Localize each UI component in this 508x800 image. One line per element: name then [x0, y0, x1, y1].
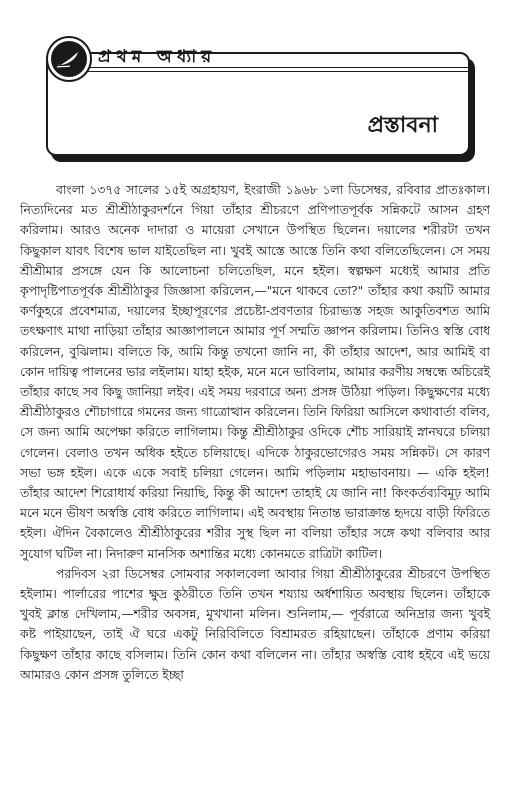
chapter-label: প্রথম অধ্যায় — [98, 47, 217, 67]
body-text — [20, 180, 490, 685]
section-title: প্রস্তাবনা — [367, 113, 438, 138]
paragraph-1: বাংলা ১৩৭৫ সালের ১৫ই অগ্রহায়ণ, ইংরাজী ১৯৬৮ ১লা ডিসেম্বর, রবিবার প্রাতঃকাল। নিত্যদিনের মত শ্রীশ্রীঠাকুরদর্শনে গিয়া তাঁহার শ্রীচরণে প্রণিপাতপূর্বক সন্নিকটে আসন গ্রহণ করিলাম। আরও অনেক দাদারা ও মায়েরা সেখানে উপস্থিত ছিলেন। দয়ালের শরীরটা তখন কিছুকাল যাবৎ বিশেষ ভাল যাইতেছিল না। খুবই আস্তে আস্তে তিনি কথা বলিতেছিলেন। সে সময় শ্রীশ্রীমার প্রসঙ্গে যেন কি আলোচনা চলিতেছিল, মনে হইল। স্বল্পক্ষণ মধ্যেই আমার প্রতি কৃপাদৃষ্টিপাতপূর্বক শ্রীশ্রীঠাকুর জিজ্ঞাসা করিলেন,—"মনে থাকবে তো?" তাঁহার কথা কয়টি আমার কর্ণকুহরে প্রবেশমাত্র, দয়ালের ইচ্ছাপূরণের প্রচেষ্টা-প্রবণতার চিরাভ্যস্ত সহজ আকুতিবশত আমি তৎক্ষণাৎ মাথা নাড়িয়া তাঁহার আজ্ঞাপালনে আমার পূর্ণ সম্মতি জ্ঞাপন করিলাম। তিনিও স্বস্তি বোধ করিলেন, বুঝিলাম। বলিতে কি, আমি কিন্তু তখনো জানি না, কী তাঁহার আদেশ, আর আমিই বা কোন দায়িত্ব পালনের ভার লইলাম। যাহা হইক, মনে মনে ভাবিলাম, আমার করণীয় সম্বন্ধে অচিরেই তাঁহার কাছে সব কিছু জানিয়া লইব। এই সময় দরবারে অন্য প্রসঙ্গ উঠিয়া পড়িল। কিছুক্ষণের মধ্যে শ্রীশ্রীঠাকুরও শৌচাগারে গমনের জন্য গাত্রোত্থান করিলেন। তিনি ফিরিয়া আসিলে কথাবার্তা বলিব, সে জন্য আমি অপেক্ষা করিতে লাগিলাম। কিন্তু শ্রীশ্রীঠাকুর ওদিকে শৌচ সারিয়াই স্নানঘরে চলিয়া গেলেন। বেলাও তখন অধিক হইতে চলিয়াছে। এদিকে ঠাকুরভোগেরও সময় সন্নিকট। সে কারণ সভা ভঙ্গ হইল। একে একে সবাই চলিয়া গেলেন। আমি পড়িলাম মহাভাবনায়। — একি হইল! তাঁহার আদেশ শিরোধার্য করিয়া নিয়াছি, কিন্তু কী আদেশ তাহাই যে জানি না! কিংকর্তব্যবিমূঢ় আমি মনে মনে ভীষণ অস্বস্তি বোধ করিতে লাগিলাম। এই অবস্থায় নিতান্ত ভারাক্রান্ত হৃদয়ে বাড়ী ফিরিতে হইল। ঐদিন বৈকালেও শ্রীশ্রীঠাকুরের শরীর সুস্থ ছিল না বলিয়া তাঁহার সঙ্গে কথা বলিবার আর সুযোগ ঘটিল না। নিদারুণ মানসিক অশান্তির মধ্যে কোনমতে রাত্রিটা কাটিল। — [20, 183, 490, 561]
feather-pen-icon — [48, 38, 90, 80]
paragraph-2: পরদিবস ২রা ডিসেম্বর সোমবার সকালবেলা আবার গিয়া শ্রীশ্রীঠাকুরের শ্রীচরণে উপস্থিত হইলাম। পার্লারের পাশের ক্ষুদ্র কুঠরীতে তিনি তখন শয্যায় অর্ধশায়িত অবস্থায় ছিলেন। তাঁহাকে খুবই ক্লান্ত দেখিলাম,—শরীর অবসন্ন, মুখখানা মলিন। শুনিলাম,— পূর্বরাত্রে অনিদ্রার জন্য খুবই কষ্ট পাইয়াছেন, তাই ঐ ঘরে একটু নিরিবিলিতে বিশ্রামরত রহিয়াছেন। তাঁহাকে প্রণাম করিয়া কিছুক্ষণ তাঁহার কাছে বসিলাম। তিনি কোন কথা বলিলেন না। তাঁহার অস্বস্তি বোধ হইবে এই ভয়ে আমারও কোন প্রসঙ্গ তুলিতে ইচ্ছা — [20, 566, 490, 682]
